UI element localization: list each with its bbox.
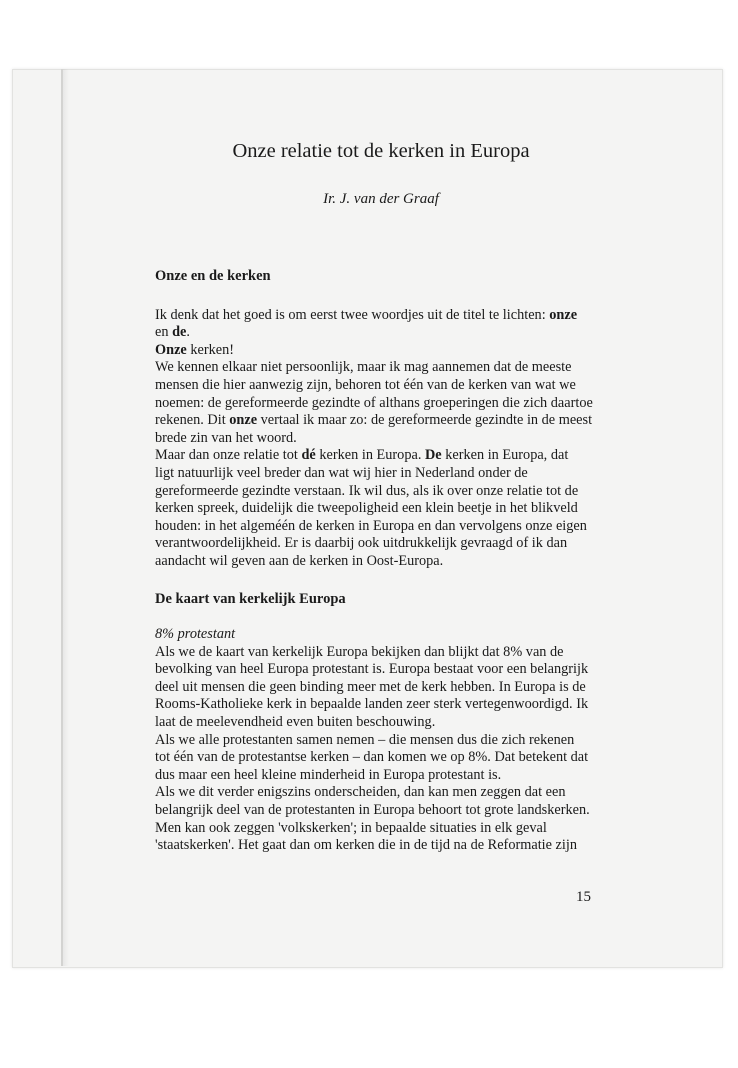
paragraph-protestanten <box>155 732 607 785</box>
paragraph-de-kerken <box>155 447 607 570</box>
section-heading-onze-en-de-kerken: Onze en de kerken <box>155 268 271 284</box>
text-line: dus maar een heel kleine minderheid in Europa protestant is. <box>155 766 502 783</box>
text-line: houden: in het algeméén de kerken in Europa en dan vervolgens onze eigen <box>155 517 587 534</box>
text-line: belangrijk deel van de protestanten in Europa behoort tot grote landskerken. <box>155 802 590 819</box>
article-body <box>155 138 607 855</box>
paragraph-intro <box>155 307 607 342</box>
text-line: verantwoordelijkheid. Er is daarbij ook uitdrukkelijk gevraagd of ik dan <box>155 535 568 552</box>
subheading-8-protestant: 8% protestant <box>155 626 236 643</box>
article-title: Onze relatie tot de kerken in Europa <box>232 140 530 162</box>
binding-shadow <box>63 69 69 966</box>
text-line: Men kan ook zeggen 'volkskerken'; in bepaalde situaties in elk geval <box>155 819 547 836</box>
text-line: en de. <box>155 324 190 341</box>
text-line: tot één van de protestantse kerken – dan komen we op 8%. Dat betekent dat <box>155 749 589 766</box>
text-line: deel uit mensen die geen binding meer met de kerk hebben. In Europa is de <box>155 678 586 695</box>
paragraph-kaart <box>155 644 607 732</box>
article-author: Ir. J. van der Graaf <box>323 191 439 207</box>
text-line: Rooms-Katholieke kerk in bepaalde landen zeer sterk vertegenwoordigd. Ik <box>155 696 589 713</box>
text-line: We kennen elkaar niet persoonlijk, maar ik mag aannemen dat de meeste <box>155 359 572 376</box>
text-line: Ik denk dat het goed is om eerst twee woordjes uit de titel te lichten: onze <box>155 306 578 323</box>
paragraph-persoonlijk <box>155 359 607 447</box>
text-line: Maar dan onze relatie tot dé kerken in Europa. De kerken in Europa, dat <box>155 447 569 464</box>
text-line: laat de meelevendheid even buiten beschouwing. <box>155 714 436 731</box>
text-line: brede zin van het woord. <box>155 429 297 446</box>
text-line: Onze kerken! <box>155 341 234 358</box>
text-line: rekenen. Dit onze vertaal ik maar zo: de gereformeerde gezindte in de meest <box>155 412 593 429</box>
text-line: mensen die hier aanwezig zijn, behoren tot één van de kerken van wat we <box>155 376 576 393</box>
text-line: gereformeerde gezindte verstaan. Ik wil dus, als ik over onze relatie tot de <box>155 482 579 499</box>
text-line: Als we dit verder enigszins onderscheiden, dan kan men zeggen dat een <box>155 784 566 801</box>
section-heading-kaart: De kaart van kerkelijk Europa <box>155 590 346 607</box>
text-line: noemen: de gereformeerde gezindte of althans groeperingen die zich daartoe <box>155 394 593 411</box>
text-line: Als we de kaart van kerkelijk Europa bekijken dan blijkt dat 8% van de <box>155 643 564 660</box>
paragraph-onze-kerken <box>155 342 607 360</box>
text-line: 'staatskerken'. Het gaat dan om kerken die in de tijd na de Reformatie zijn <box>155 837 577 854</box>
page-number: 15 <box>576 889 591 905</box>
text-line: bevolking van heel Europa protestant is. Europa bestaat voor een belangrijk <box>155 661 589 678</box>
paragraph-landskerken <box>155 784 607 854</box>
text-line: ligt natuurlijk veel breder dan wat wij hier in Nederland onder de <box>155 464 528 481</box>
text-line: kerken spreek, duidelijk die tweepoligheid een klein beetje in het blikveld <box>155 500 578 517</box>
text-line: aandacht wil geven aan de kerken in Oost-Europa. <box>155 552 444 569</box>
text-line: Als we alle protestanten samen nemen – die mensen dus die zich rekenen <box>155 731 575 748</box>
